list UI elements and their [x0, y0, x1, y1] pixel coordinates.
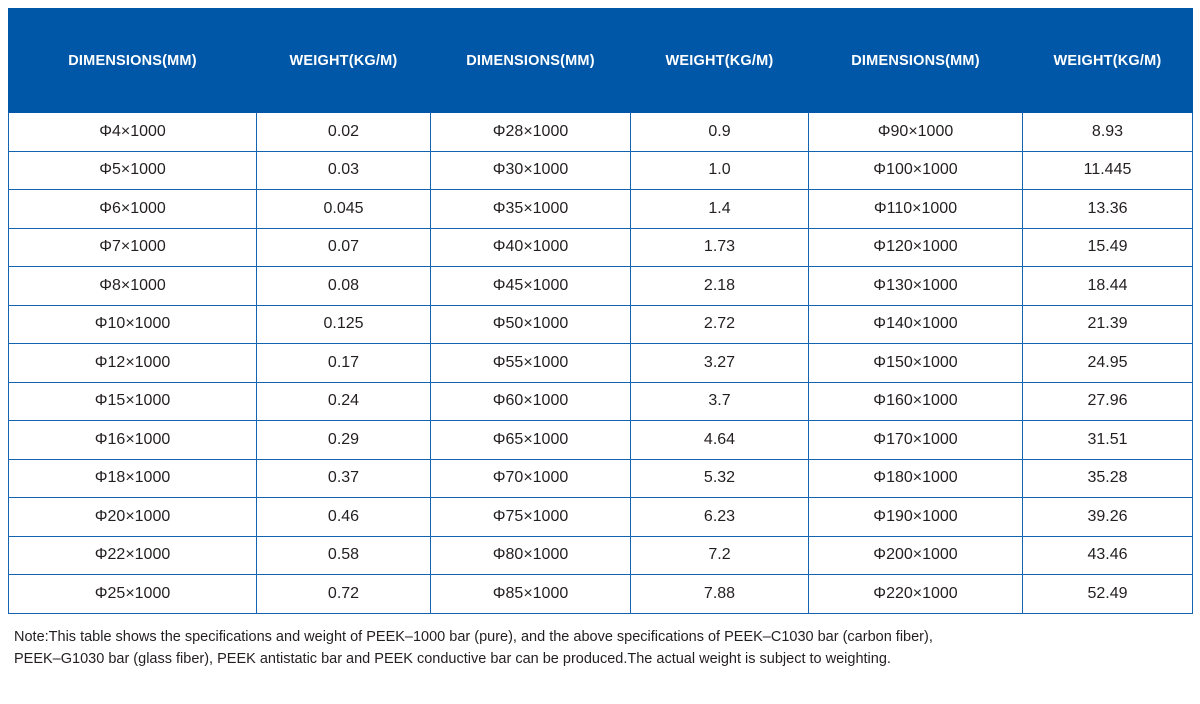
cell-weight: 1.73	[631, 228, 809, 267]
cell-dimension: Φ65×1000	[431, 421, 631, 460]
table-note	[14, 626, 1186, 671]
cell-dimension: Φ15×1000	[9, 382, 257, 421]
cell-weight: 0.08	[257, 267, 431, 306]
cell-dimension: Φ40×1000	[431, 228, 631, 267]
cell-weight: 0.37	[257, 459, 431, 498]
cell-weight: 5.32	[631, 459, 809, 498]
cell-weight: 8.93	[1023, 113, 1193, 152]
table-row	[9, 536, 1193, 575]
table-row	[9, 382, 1193, 421]
cell-dimension: Φ85×1000	[431, 575, 631, 614]
cell-weight: 2.72	[631, 305, 809, 344]
cell-dimension: Φ35×1000	[431, 190, 631, 229]
cell-dimension: Φ22×1000	[9, 536, 257, 575]
cell-weight: 0.72	[257, 575, 431, 614]
table-row	[9, 305, 1193, 344]
cell-weight: 0.07	[257, 228, 431, 267]
cell-weight: 0.03	[257, 151, 431, 190]
cell-weight: 0.045	[257, 190, 431, 229]
cell-weight: 11.445	[1023, 151, 1193, 190]
cell-weight: 21.39	[1023, 305, 1193, 344]
cell-dimension: Φ10×1000	[9, 305, 257, 344]
cell-dimension: Φ90×1000	[809, 113, 1023, 152]
cell-dimension: Φ110×1000	[809, 190, 1023, 229]
table-body	[9, 113, 1193, 614]
cell-dimension: Φ190×1000	[809, 498, 1023, 537]
cell-dimension: Φ5×1000	[9, 151, 257, 190]
cell-dimension: Φ60×1000	[431, 382, 631, 421]
table-header-row	[9, 9, 1193, 113]
cell-dimension: Φ130×1000	[809, 267, 1023, 306]
cell-weight: 52.49	[1023, 575, 1193, 614]
cell-weight: 1.0	[631, 151, 809, 190]
cell-weight: 3.7	[631, 382, 809, 421]
cell-weight: 24.95	[1023, 344, 1193, 383]
cell-weight: 0.29	[257, 421, 431, 460]
cell-weight: 0.58	[257, 536, 431, 575]
cell-weight: 13.36	[1023, 190, 1193, 229]
column-header-dimensions-3: DIMENSIONS(MM)	[809, 9, 1023, 113]
cell-weight: 6.23	[631, 498, 809, 537]
column-header-weight-1: WEIGHT(KG/M)	[257, 9, 431, 113]
cell-dimension: Φ6×1000	[9, 190, 257, 229]
cell-weight: 0.9	[631, 113, 809, 152]
cell-dimension: Φ25×1000	[9, 575, 257, 614]
cell-dimension: Φ150×1000	[809, 344, 1023, 383]
cell-weight: 35.28	[1023, 459, 1193, 498]
table-row	[9, 344, 1193, 383]
table-row	[9, 267, 1193, 306]
peek-bar-specification-table	[8, 8, 1193, 614]
table-row	[9, 498, 1193, 537]
table-row	[9, 421, 1193, 460]
column-header-dimensions-2: DIMENSIONS(MM)	[431, 9, 631, 113]
cell-weight: 7.88	[631, 575, 809, 614]
cell-weight: 18.44	[1023, 267, 1193, 306]
column-header-weight-2: WEIGHT(KG/M)	[631, 9, 809, 113]
cell-weight: 1.4	[631, 190, 809, 229]
column-header-weight-3: WEIGHT(KG/M)	[1023, 9, 1193, 113]
cell-dimension: Φ8×1000	[9, 267, 257, 306]
cell-weight: 31.51	[1023, 421, 1193, 460]
cell-dimension: Φ75×1000	[431, 498, 631, 537]
cell-dimension: Φ160×1000	[809, 382, 1023, 421]
column-header-dimensions-1: DIMENSIONS(MM)	[9, 9, 257, 113]
cell-dimension: Φ45×1000	[431, 267, 631, 306]
cell-dimension: Φ7×1000	[9, 228, 257, 267]
cell-weight: 0.46	[257, 498, 431, 537]
table-row	[9, 190, 1193, 229]
cell-dimension: Φ140×1000	[809, 305, 1023, 344]
cell-weight: 3.27	[631, 344, 809, 383]
cell-dimension: Φ170×1000	[809, 421, 1023, 460]
cell-dimension: Φ20×1000	[9, 498, 257, 537]
cell-weight: 0.24	[257, 382, 431, 421]
cell-dimension: Φ55×1000	[431, 344, 631, 383]
table-row	[9, 459, 1193, 498]
cell-dimension: Φ4×1000	[9, 113, 257, 152]
cell-dimension: Φ28×1000	[431, 113, 631, 152]
cell-dimension: Φ50×1000	[431, 305, 631, 344]
table-header	[9, 9, 1193, 113]
cell-weight: 0.125	[257, 305, 431, 344]
table-row	[9, 113, 1193, 152]
cell-dimension: Φ12×1000	[9, 344, 257, 383]
cell-weight: 0.17	[257, 344, 431, 383]
cell-dimension: Φ80×1000	[431, 536, 631, 575]
cell-weight: 0.02	[257, 113, 431, 152]
cell-dimension: Φ200×1000	[809, 536, 1023, 575]
cell-weight: 15.49	[1023, 228, 1193, 267]
table-row	[9, 575, 1193, 614]
cell-weight: 4.64	[631, 421, 809, 460]
cell-dimension: Φ16×1000	[9, 421, 257, 460]
cell-dimension: Φ18×1000	[9, 459, 257, 498]
cell-dimension: Φ180×1000	[809, 459, 1023, 498]
table-note-line-1: Note:This table shows the specifications and weight of PEEK–1000 bar (pure), and the above specifications of PEEK–C1030 bar (carbon fiber),	[14, 628, 933, 645]
cell-dimension: Φ220×1000	[809, 575, 1023, 614]
cell-weight: 7.2	[631, 536, 809, 575]
cell-dimension: Φ30×1000	[431, 151, 631, 190]
cell-weight: 2.18	[631, 267, 809, 306]
cell-weight: 27.96	[1023, 382, 1193, 421]
cell-weight: 39.26	[1023, 498, 1193, 537]
table-row	[9, 151, 1193, 190]
table-row	[9, 228, 1193, 267]
cell-weight: 43.46	[1023, 536, 1193, 575]
table-note-line-2: PEEK–G1030 bar (glass fiber), PEEK antistatic bar and PEEK conductive bar can be produced.The actual weight is subject to weighting.	[14, 650, 891, 667]
cell-dimension: Φ100×1000	[809, 151, 1023, 190]
cell-dimension: Φ120×1000	[809, 228, 1023, 267]
cell-dimension: Φ70×1000	[431, 459, 631, 498]
